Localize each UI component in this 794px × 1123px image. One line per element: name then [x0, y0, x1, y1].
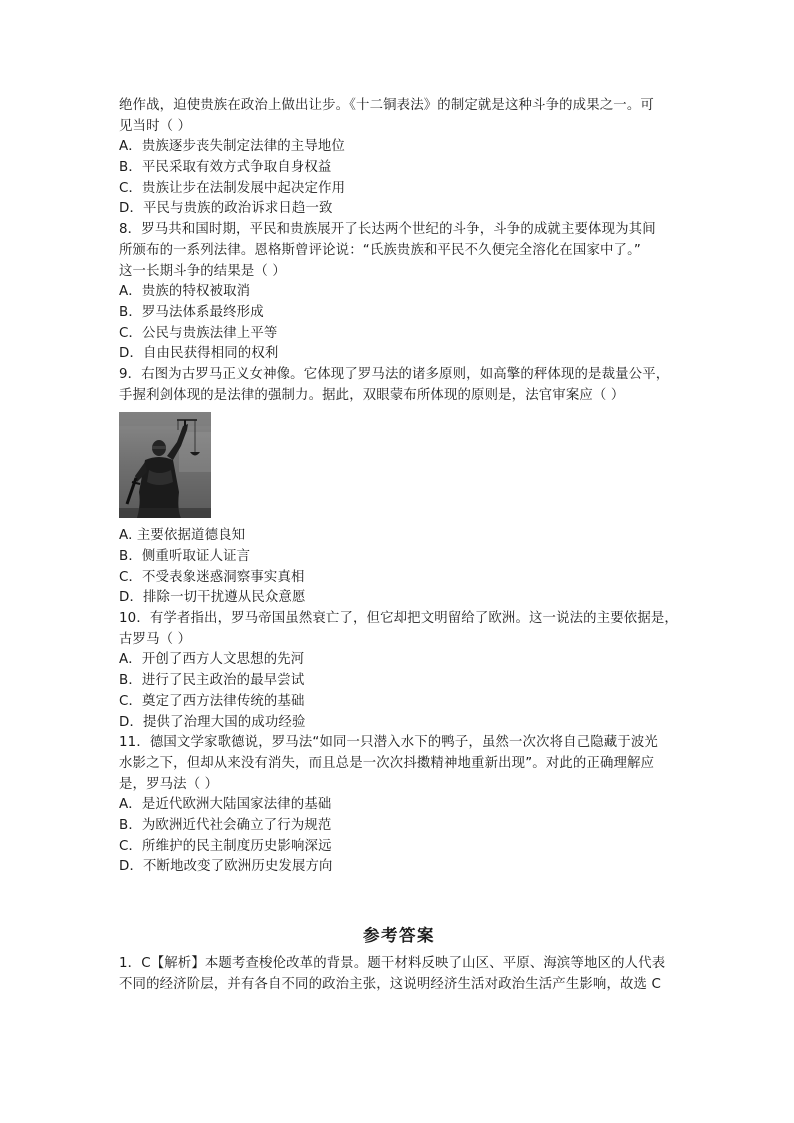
question-8	[119, 220, 679, 365]
question-10-option-b: B．进行了民主政治的最早尝试	[119, 673, 305, 689]
question-8-line-3: 这一长期斗争的结果是（ ）	[119, 263, 286, 279]
question-11-option-d: D．不断地改变了欧洲历史发展方向	[119, 859, 333, 875]
question-11-line-1: 11．德国文学家歌德说，罗马法“如同一只潜入水下的鸭子，虽然一次次将自己隐藏于波光	[119, 735, 658, 751]
justice-statue-image	[119, 412, 211, 518]
question-10-option-a: A．开创了西方人文思想的先河	[119, 652, 305, 668]
question-9-option-b: B．侧重听取证人证言	[119, 549, 251, 564]
question-8-line-1: 8．罗马共和国时期，平民和贵族展开了长达两个世纪的斗争，斗争的成就主要体现为其间	[119, 222, 656, 238]
question-8-option-c: C．公民与贵族法律上平等	[119, 325, 278, 341]
answers-section	[119, 954, 679, 995]
question-9-option-d: D．排除一切干扰遵从民众意愿	[119, 590, 306, 606]
question-8-option-d: D．自由民获得相同的权利	[119, 346, 279, 362]
question-10-line-2: 古罗马（ ）	[119, 631, 192, 647]
question-7-line-1: 绝作战，迫使贵族在政治上做出让步。《十二铜表法》的制定就是这种斗争的成果之一。可	[119, 98, 654, 113]
document-page	[119, 96, 679, 995]
question-7-option-a: A．贵族逐步丧失制定法律的主导地位	[119, 139, 345, 155]
question-11	[119, 733, 679, 878]
answer-1-line-2: 不同的经济阶层，并有各自不同的政治主张，这说明经济生活对政治生活产生影响，故选 C	[119, 976, 661, 992]
question-9	[119, 365, 679, 609]
question-8-line-2: 所颁布的一系列法律。恩格斯曾评论说：“氏族贵族和平民不久便完全溶化在国家中了。”	[119, 242, 642, 258]
question-8-option-a: A．贵族的特权被取消	[119, 284, 251, 300]
question-9-line-1: 9．右图为古罗马正义女神像。它体现了罗马法的诸多原则，如高擎的秤体现的是裁量公平，	[119, 366, 670, 382]
question-7-option-d: D．平民与贵族的政治诉求日趋一致	[119, 201, 333, 217]
question-8-option-b: B．罗马法体系最终形成	[119, 304, 264, 320]
answer-1-line-1: 1．C【解析】本题考查梭伦改革的背景。题干材料反映了山区、平原、海滨等地区的人代表	[119, 956, 666, 971]
question-9-option-c: C．不受表象迷惑洞察事实真相	[119, 569, 305, 585]
question-11-line-2: 水影之下，但却从来没有消失，而且总是一次次抖擞精神地重新出现”。对此的正确理解应	[119, 755, 655, 771]
justice-statue-icon	[119, 412, 211, 518]
question-11-option-c: C．所维护的民主制度历史影响深远	[119, 838, 332, 854]
question-10-option-d: D．提供了治理大国的成功经验	[119, 714, 306, 730]
question-9-line-2: 手握利剑体现的是法律的强制力。据此，双眼蒙布所体现的原则是，法官审案应（ ）	[119, 387, 625, 403]
question-7-option-c: C．贵族让步在法制发展中起决定作用	[119, 180, 346, 196]
question-9-option-a: A. 主要依据道德良知	[119, 528, 246, 544]
question-10-line-1: 10．有学者指出，罗马帝国虽然衰亡了，但它却把文明留给了欧洲。这一说法的主要依据是，	[119, 611, 678, 627]
question-7-line-2: 见当时（ ）	[119, 118, 192, 134]
question-7-option-b: B．平民采取有效方式争取自身权益	[119, 160, 332, 176]
question-11-option-b: B．为欧洲近代社会确立了行为规范	[119, 817, 332, 833]
question-10	[119, 609, 679, 733]
answers-title: 参考答案	[363, 926, 435, 945]
question-10-option-c: C．奠定了西方法律传统的基础	[119, 693, 305, 709]
question-7	[119, 96, 679, 220]
question-11-line-3: 是，罗马法（ ）	[119, 776, 219, 792]
question-11-option-a: A．是近代欧洲大陆国家法律的基础	[119, 797, 332, 813]
